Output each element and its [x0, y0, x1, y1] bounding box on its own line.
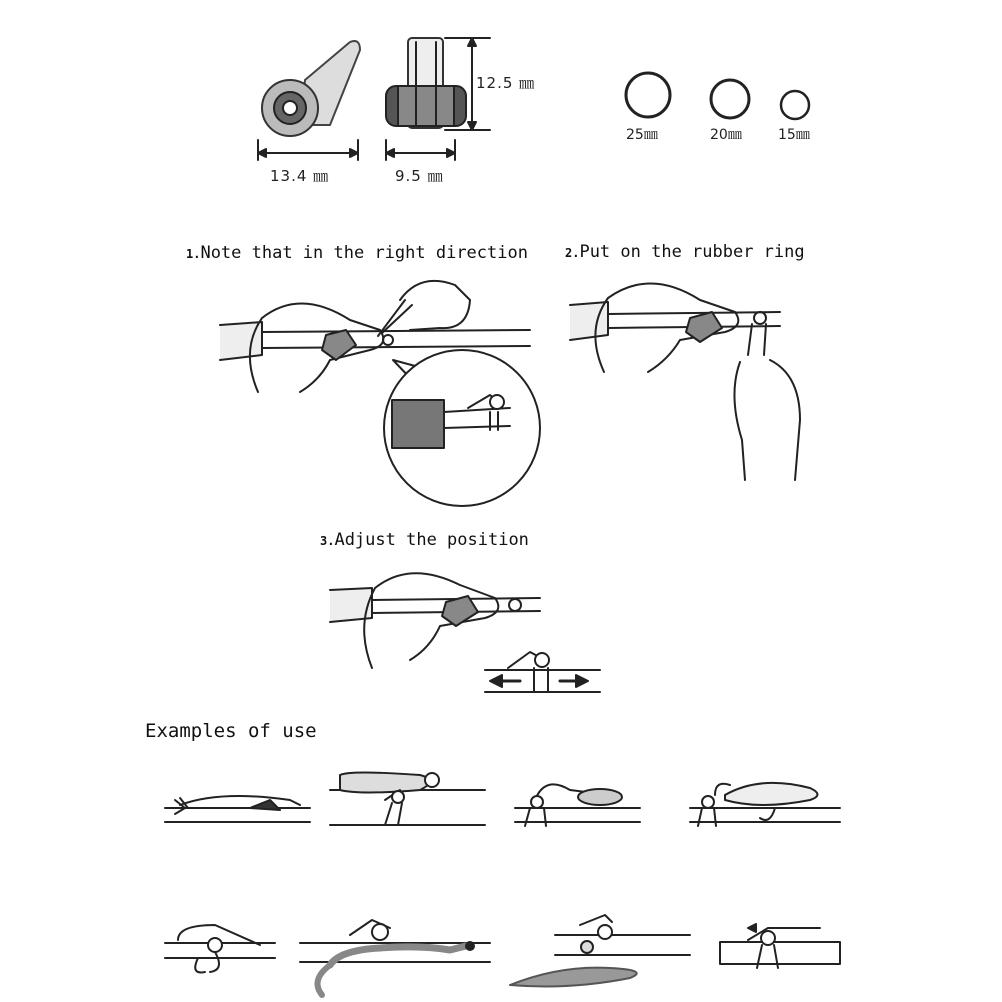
example-hook-keeper-1 — [165, 925, 275, 972]
step1-illustration — [220, 281, 540, 506]
step3-text: Adjust the position — [334, 530, 529, 550]
width-b-dimension-label: 9.5 ㎜ — [395, 167, 444, 185]
example-minnow-lure — [690, 783, 840, 826]
step2-number: 2. — [565, 246, 580, 260]
step3-number: 3. — [320, 534, 335, 548]
examples-heading: Examples of use — [145, 720, 317, 742]
hook-keeper-front-view — [386, 38, 490, 160]
ring-25-label: 25㎜ — [626, 127, 658, 143]
ring-20-label: 20㎜ — [710, 127, 742, 143]
example-worm-bait — [300, 920, 490, 995]
ring-15-icon — [781, 91, 809, 119]
width-a-dimension-label: 13.4 ㎜ — [270, 167, 330, 185]
step3-title — [320, 530, 529, 550]
example-squid-jig — [165, 796, 310, 822]
hook-keeper-side-view — [258, 41, 360, 160]
example-grub-bait — [510, 915, 690, 986]
ring-20-icon — [711, 80, 749, 118]
step2-illustration — [570, 283, 800, 480]
step2-title — [565, 242, 805, 262]
ring-15-label: 15㎜ — [778, 127, 810, 143]
height-dimension-label: 12.5 ㎜ — [476, 74, 536, 92]
step3-illustration — [330, 573, 600, 692]
example-line-holder — [720, 924, 840, 968]
step1-text: Note that in the right direction — [200, 243, 528, 263]
example-spoon-lure — [515, 784, 640, 826]
step1-title — [186, 243, 528, 263]
ring-25-icon — [626, 73, 670, 117]
step2-text: Put on the rubber ring — [579, 242, 805, 262]
step1-number: 1. — [186, 247, 201, 261]
example-soft-bait — [330, 773, 485, 826]
